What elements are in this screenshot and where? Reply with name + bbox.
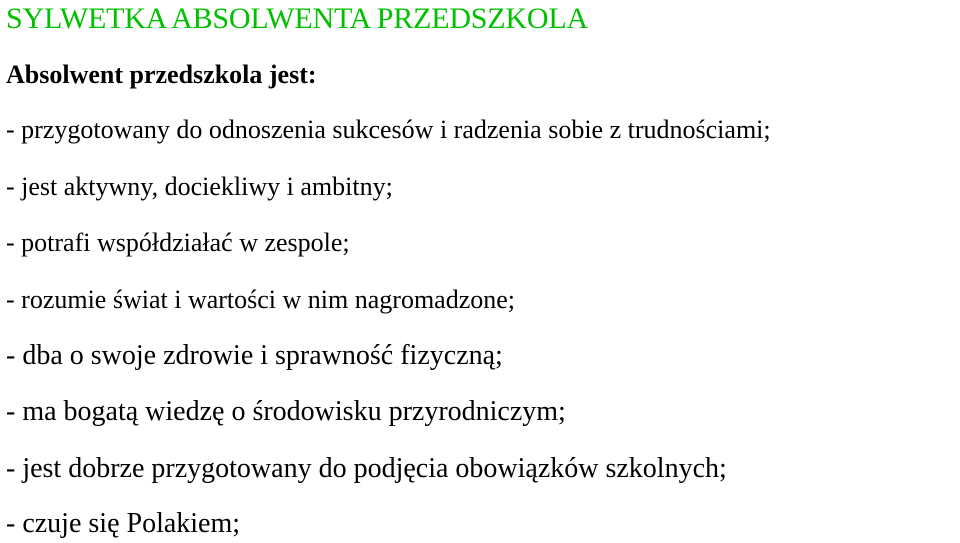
page-title: SYLWETKA ABSOLWENTA PRZEDSZKOLA [6,2,588,35]
list-item: - jest aktywny, dociekliwy i ambitny; [6,172,393,201]
list-item: - ma bogatą wiedzę o środowisku przyrodniczym; [6,396,566,427]
subtitle: Absolwent przedszkola jest: [6,60,317,89]
list-item: - jest dobrze przygotowany do podjęcia obowiązków szkolnych; [6,453,727,484]
list-item: - dba o swoje zdrowie i sprawność fizyczną; [6,340,503,371]
list-item: - przygotowany do odnoszenia sukcesów i radzenia sobie z trudnościami; [6,115,771,144]
list-item: - potrafi współdziałać w zespole; [6,228,350,257]
list-item: - rozumie świat i wartości w nim nagromadzone; [6,285,516,314]
list-item: - czuje się Polakiem; [6,508,241,539]
